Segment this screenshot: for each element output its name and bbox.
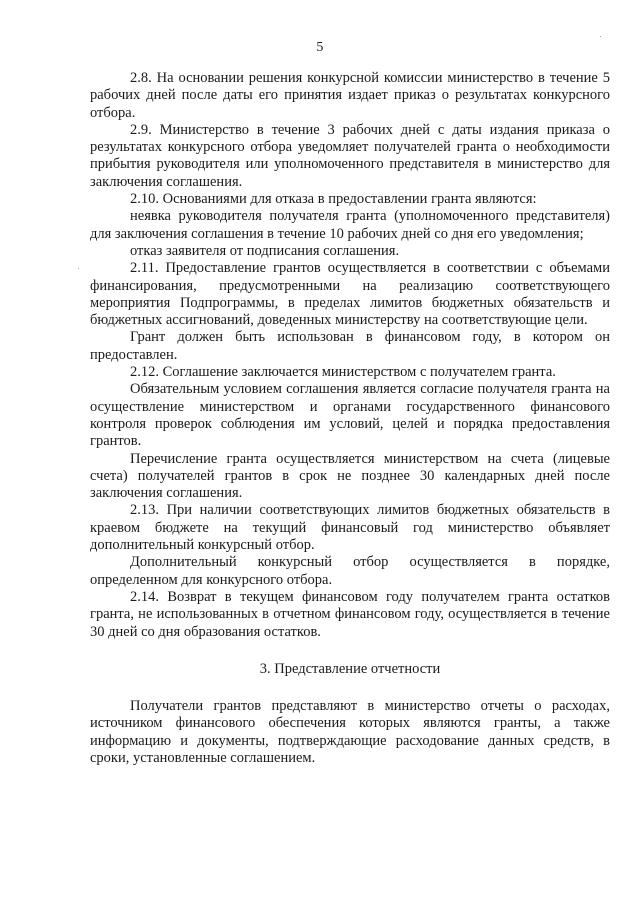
paragraph-2-11-note: Грант должен быть использован в финансовом году, в котором он предоставлен. xyxy=(90,329,610,363)
paragraph-2-14: 2.14. Возврат в текущем финансовом году получателем гранта остатков гранта, не использованных в отчетном финансовом году, осуществляется в течение 30 дней со дня образования остатков. xyxy=(90,588,610,640)
section-heading: 3. Представление отчетности xyxy=(259,660,441,677)
scan-artifact-mark xyxy=(600,36,601,37)
paragraph-2-12: 2.12. Соглашение заключается министерством с получателем гранта. xyxy=(130,364,556,381)
paragraph-2-13-additional: Дополнительный конкурсный отбор осуществляется в порядке, определенном для конкурсного отбора. xyxy=(90,554,610,588)
paragraph-2-12-condition: Обязательным условием соглашения является согласие получателя гранта на осуществление министерством и органами государственного финансового контроля проверок соблюдения им условий, целей и порядка предоставления грантов. xyxy=(90,381,610,450)
paragraph-2-12-transfer: Перечисление гранта осуществляется министерством на счета (лицевые счета) получателей грантов в срок не позднее 30 календарных дней после заключения соглашения. xyxy=(90,450,610,502)
document-body xyxy=(90,70,610,767)
paragraph-2-9: 2.9. Министерство в течение 3 рабочих дней с даты издания приказа о результатах конкурсного отбора уведомляет получателей гранта о необходимости прибытия руководителя или уполномоченного представителя в министерство для заключения соглашения. xyxy=(90,121,610,190)
scan-artifact-mark xyxy=(78,268,79,269)
paragraph-2-10-item-2: отказ заявителя от подписания соглашения. xyxy=(130,242,400,259)
paragraph-2-8: 2.8. На основании решения конкурсной комиссии министерство в течение 5 рабочих дней после даты его принятия издает приказ о результатах конкурсного отбора. xyxy=(90,70,610,121)
paragraph-2-11: 2.11. Предоставление грантов осуществляется в соответствии с объемами финансирования, предусмотренными на реализацию соответствующего мероприятия Подпрограммы, в пределах лимитов бюджетных обязательств и бюджетных ассигнований, доведенных министерству на соответствующие цели. xyxy=(90,260,610,329)
paragraph-2-10: 2.10. Основаниями для отказа в предоставлении гранта являются: xyxy=(130,191,537,208)
page-number: 5 xyxy=(316,40,324,55)
paragraph-reporting: Получатели грантов представляют в министерство отчеты о расходах, источником финансового обеспечения которых являются гранты, а также информацию и документы, подтверждающие расходование данных средств, в сроки, установленные соглашением. xyxy=(90,698,610,766)
paragraph-2-10-item-1: неявка руководителя получателя гранта (уполномоченного представителя) для заключения соглашения в течение 10 рабочих дней со дня его уведомления; xyxy=(90,208,610,242)
paragraph-2-13: 2.13. При наличии соответствующих лимитов бюджетных обязательств в краевом бюджете на текущий финансовый год министерство объявляет дополнительный конкурсный отбор. xyxy=(90,502,610,554)
